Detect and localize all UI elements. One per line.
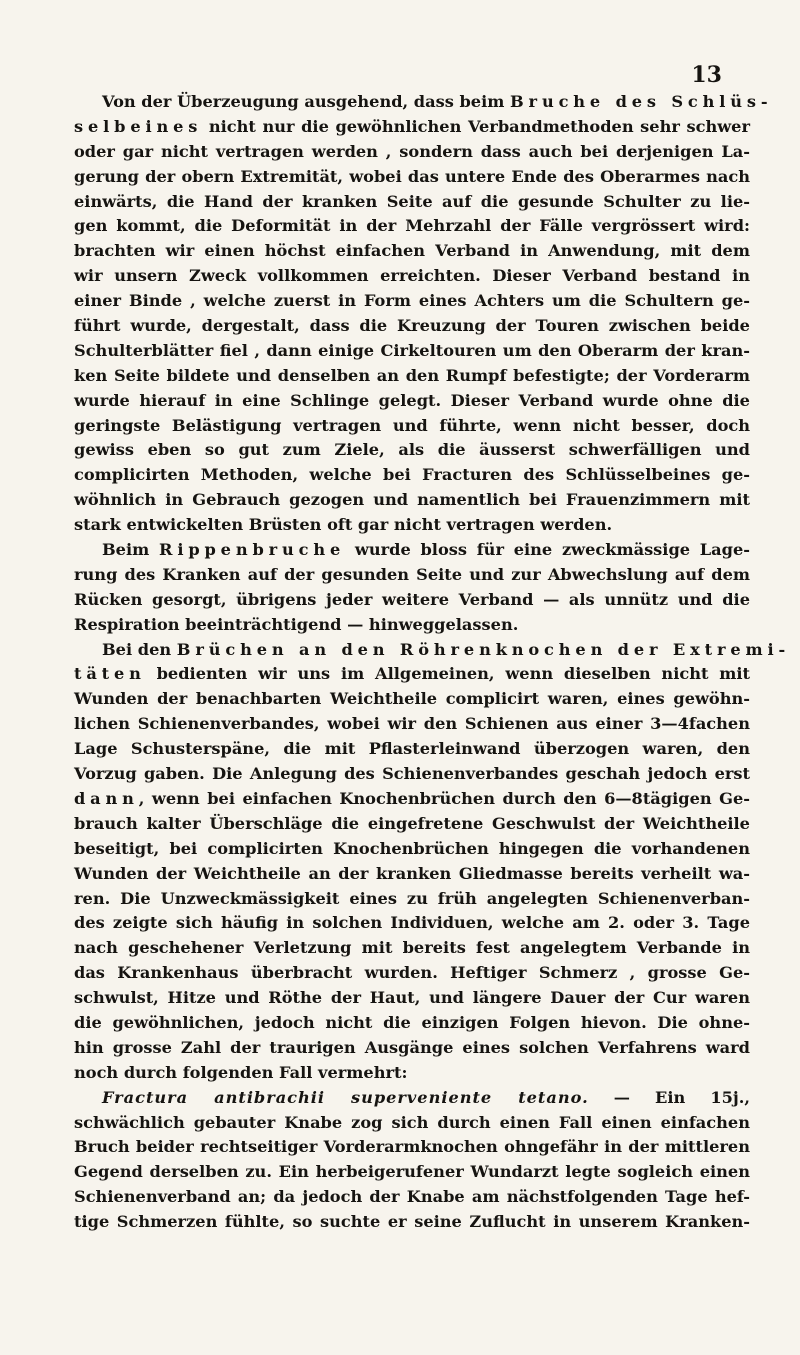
text-line [74, 862, 750, 887]
text-run: nach geschehener Verletzung mit bereits fest angelegtem Verbande in [74, 938, 750, 958]
text-run: Rücken gesorgt, übrigens jeder weitere Verband — als unnütz und die [74, 589, 750, 609]
italic-heading: Fractura antibrachii superveniente tetano. [102, 1087, 589, 1107]
text-line [74, 687, 750, 712]
text-run: Bei den [102, 639, 177, 659]
text-line [74, 787, 750, 812]
text-line [74, 1160, 750, 1185]
text-line [74, 613, 750, 638]
spaced-emphasis: täten [74, 664, 146, 684]
spaced-emphasis: Bruche des Schlüs- [510, 92, 773, 111]
text-line [74, 438, 750, 463]
text-run: complicirten Methoden, welche bei Fracturen des Schlüsselbeines ge- [74, 465, 750, 485]
text-run: einwärts, die Hand der kranken Seite auf die gesunde Schulter zu lie- [74, 191, 750, 211]
spaced-emphasis: dann [74, 788, 139, 808]
text-line [74, 264, 750, 289]
text-run: wir unsern Zweck vollkommen erreichten. Dieser Verband bestand in [74, 266, 750, 286]
text-run: hin grosse Zahl der traurigen Ausgänge eines solchen Verfahrens ward [74, 1037, 750, 1057]
text-run: Wunden der Weichtheile an der kranken Gliedmasse bereits verheilt wa- [74, 863, 750, 883]
text-line [74, 314, 750, 339]
text-run: gen kommt, die Deformität in der Mehrzahl der Fälle vergrössert wird: [74, 216, 750, 236]
text-run: das Krankenhaus überbracht wurden. Heftiger Schmerz , grosse Ge- [74, 963, 750, 983]
text-line [74, 986, 750, 1011]
text-run: wurde hierauf in eine Schlinge gelegt. Dieser Verband wurde ohne die [74, 390, 750, 410]
text-line [74, 190, 750, 215]
text-run: brachten wir einen höchst einfachen Verband in Anwendung, mit dem [74, 241, 750, 261]
spaced-emphasis: selbeines [74, 116, 203, 136]
body-text [74, 90, 791, 1235]
text-run: Bruch beider rechtseitiger Vorderarmknochen ohngefähr in der mittleren [74, 1137, 750, 1157]
text-run: stark entwickelten Brüsten oft gar nicht vertragen werden. [74, 515, 613, 535]
text-run: rung des Kranken auf der gesunden Seite und zur Abwechslung auf dem [74, 564, 750, 584]
text-line [74, 538, 750, 563]
text-line [74, 339, 750, 364]
text-line [74, 289, 750, 314]
text-run: Schienenverband an; da jedoch der Knabe am nächstfolgenden Tage hef- [74, 1187, 750, 1207]
text-run: Respiration beeinträchtigend — hinweggelassen. [74, 614, 519, 634]
text-line [74, 513, 750, 538]
text-line [74, 1210, 750, 1235]
text-line [74, 837, 750, 862]
text-run: einer Binde , welche zuerst in Form eines Achters um die Schultern ge- [74, 291, 750, 311]
text-line [74, 239, 750, 264]
text-line [74, 936, 750, 961]
text-run: gewiss eben so gut zum Ziele, als die äusserst schwerfälligen und [74, 440, 750, 460]
text-line [74, 563, 750, 588]
text-run: wurde bloss für eine zweckmässige Lage- [345, 540, 750, 560]
text-line [74, 488, 750, 513]
text-run: geringste Belästigung vertragen und führte, wenn nicht besser, doch [74, 415, 750, 435]
spaced-emphasis: Brüchen an den Röhrenknochen der Extremi- [176, 639, 791, 659]
text-line [74, 812, 750, 837]
text-line [74, 1111, 750, 1136]
text-run: brauch kalter Überschläge die eingefretene Geschwulst der Weichtheile [74, 813, 750, 833]
text-run: Lage Schusterspäne, die mit Pflasterleinwand überzogen waren, den [74, 739, 750, 759]
text-run: die gewöhnlichen, jedoch nicht die einzigen Folgen hievon. Die ohne- [74, 1012, 750, 1032]
text-run: Wunden der benachbarten Weichtheile complicirt waren, eines gewöhn- [74, 689, 750, 709]
text-run: Von der Überzeugung ausgehend, dass beim [102, 92, 511, 111]
text-line [74, 140, 750, 165]
text-run: schwächlich gebauter Knabe zog sich durch einen Fall einen einfachen [74, 1112, 750, 1132]
text-run: ren. Die Unzweckmässigkeit eines zu früh angelegten Schienenverban- [74, 888, 750, 908]
text-line [74, 588, 750, 613]
text-line [74, 762, 750, 787]
text-run: Vorzug gaben. Die Anlegung des Schienenverbandes geschah jedoch erst [74, 764, 750, 784]
text-run: Beim [102, 540, 159, 560]
text-run: , wenn bei einfachen Knochenbrüchen durch den 6—8tägigen Ge- [138, 788, 750, 808]
text-line [74, 712, 750, 737]
text-run: oder gar nicht vertragen werden , sondern dass auch bei derjenigen La- [74, 141, 750, 161]
text-line [74, 737, 750, 762]
text-line [74, 638, 791, 663]
text-run: tige Schmerzen fühlte, so suchte er seine Zuflucht in unserem Kranken- [74, 1212, 750, 1232]
text-line [74, 165, 750, 190]
text-run: beseitigt, bei complicirten Knochenbrüchen hingegen die vorhandenen [74, 838, 750, 858]
text-line [74, 115, 750, 140]
text-line [74, 1086, 750, 1111]
text-run: Schulterblätter fiel , dann einige Cirkeltouren um den Oberarm der kran- [74, 340, 750, 360]
text-run: ken Seite bildete und denselben an den Rumpf befestigte; der Vorderarm [74, 365, 750, 385]
text-line [74, 463, 750, 488]
text-run: wöhnlich in Gebrauch gezogen und namentlich bei Frauenzimmern mit [74, 490, 750, 510]
text-run: führt wurde, dergestalt, dass die Kreuzung der Touren zwischen beide [74, 316, 750, 336]
text-line [74, 1185, 750, 1210]
text-run: gerung der obern Extremität, wobei das untere Ende des Oberarmes nach [74, 166, 750, 186]
text-line [74, 1011, 750, 1036]
spaced-emphasis: Rippenbruche [159, 540, 346, 560]
text-run: lichen Schienenverbandes, wobei wir den Schienen aus einer 3—4fachen [74, 714, 750, 734]
text-line [74, 662, 750, 687]
text-line [74, 214, 750, 239]
text-line [74, 961, 750, 986]
text-run: noch durch folgenden Fall vermehrt: [74, 1062, 408, 1082]
text-run: — Ein 15j., [588, 1087, 750, 1107]
text-line [74, 364, 750, 389]
text-line [74, 414, 750, 439]
text-line [74, 90, 773, 115]
text-run: des zeigte sich häufig in solchen Individuen, welche am 2. oder 3. Tage [74, 913, 750, 933]
text-line [74, 911, 750, 936]
text-run: Gegend derselben zu. Ein herbeigerufener Wundarzt legte sogleich einen [74, 1162, 750, 1182]
text-line [74, 389, 750, 414]
page-number: 13 [691, 62, 722, 88]
text-line [74, 1135, 750, 1160]
text-run: bedienten wir uns im Allgemeinen, wenn dieselben nicht mit [145, 664, 750, 684]
text-line [74, 887, 750, 912]
text-line [74, 1036, 750, 1061]
text-run: nicht nur die gewöhnlichen Verbandmethoden sehr schwer [202, 116, 750, 136]
text-line [74, 1061, 750, 1086]
text-run: schwulst, Hitze und Röthe der Haut, und längere Dauer der Cur waren [74, 988, 750, 1008]
